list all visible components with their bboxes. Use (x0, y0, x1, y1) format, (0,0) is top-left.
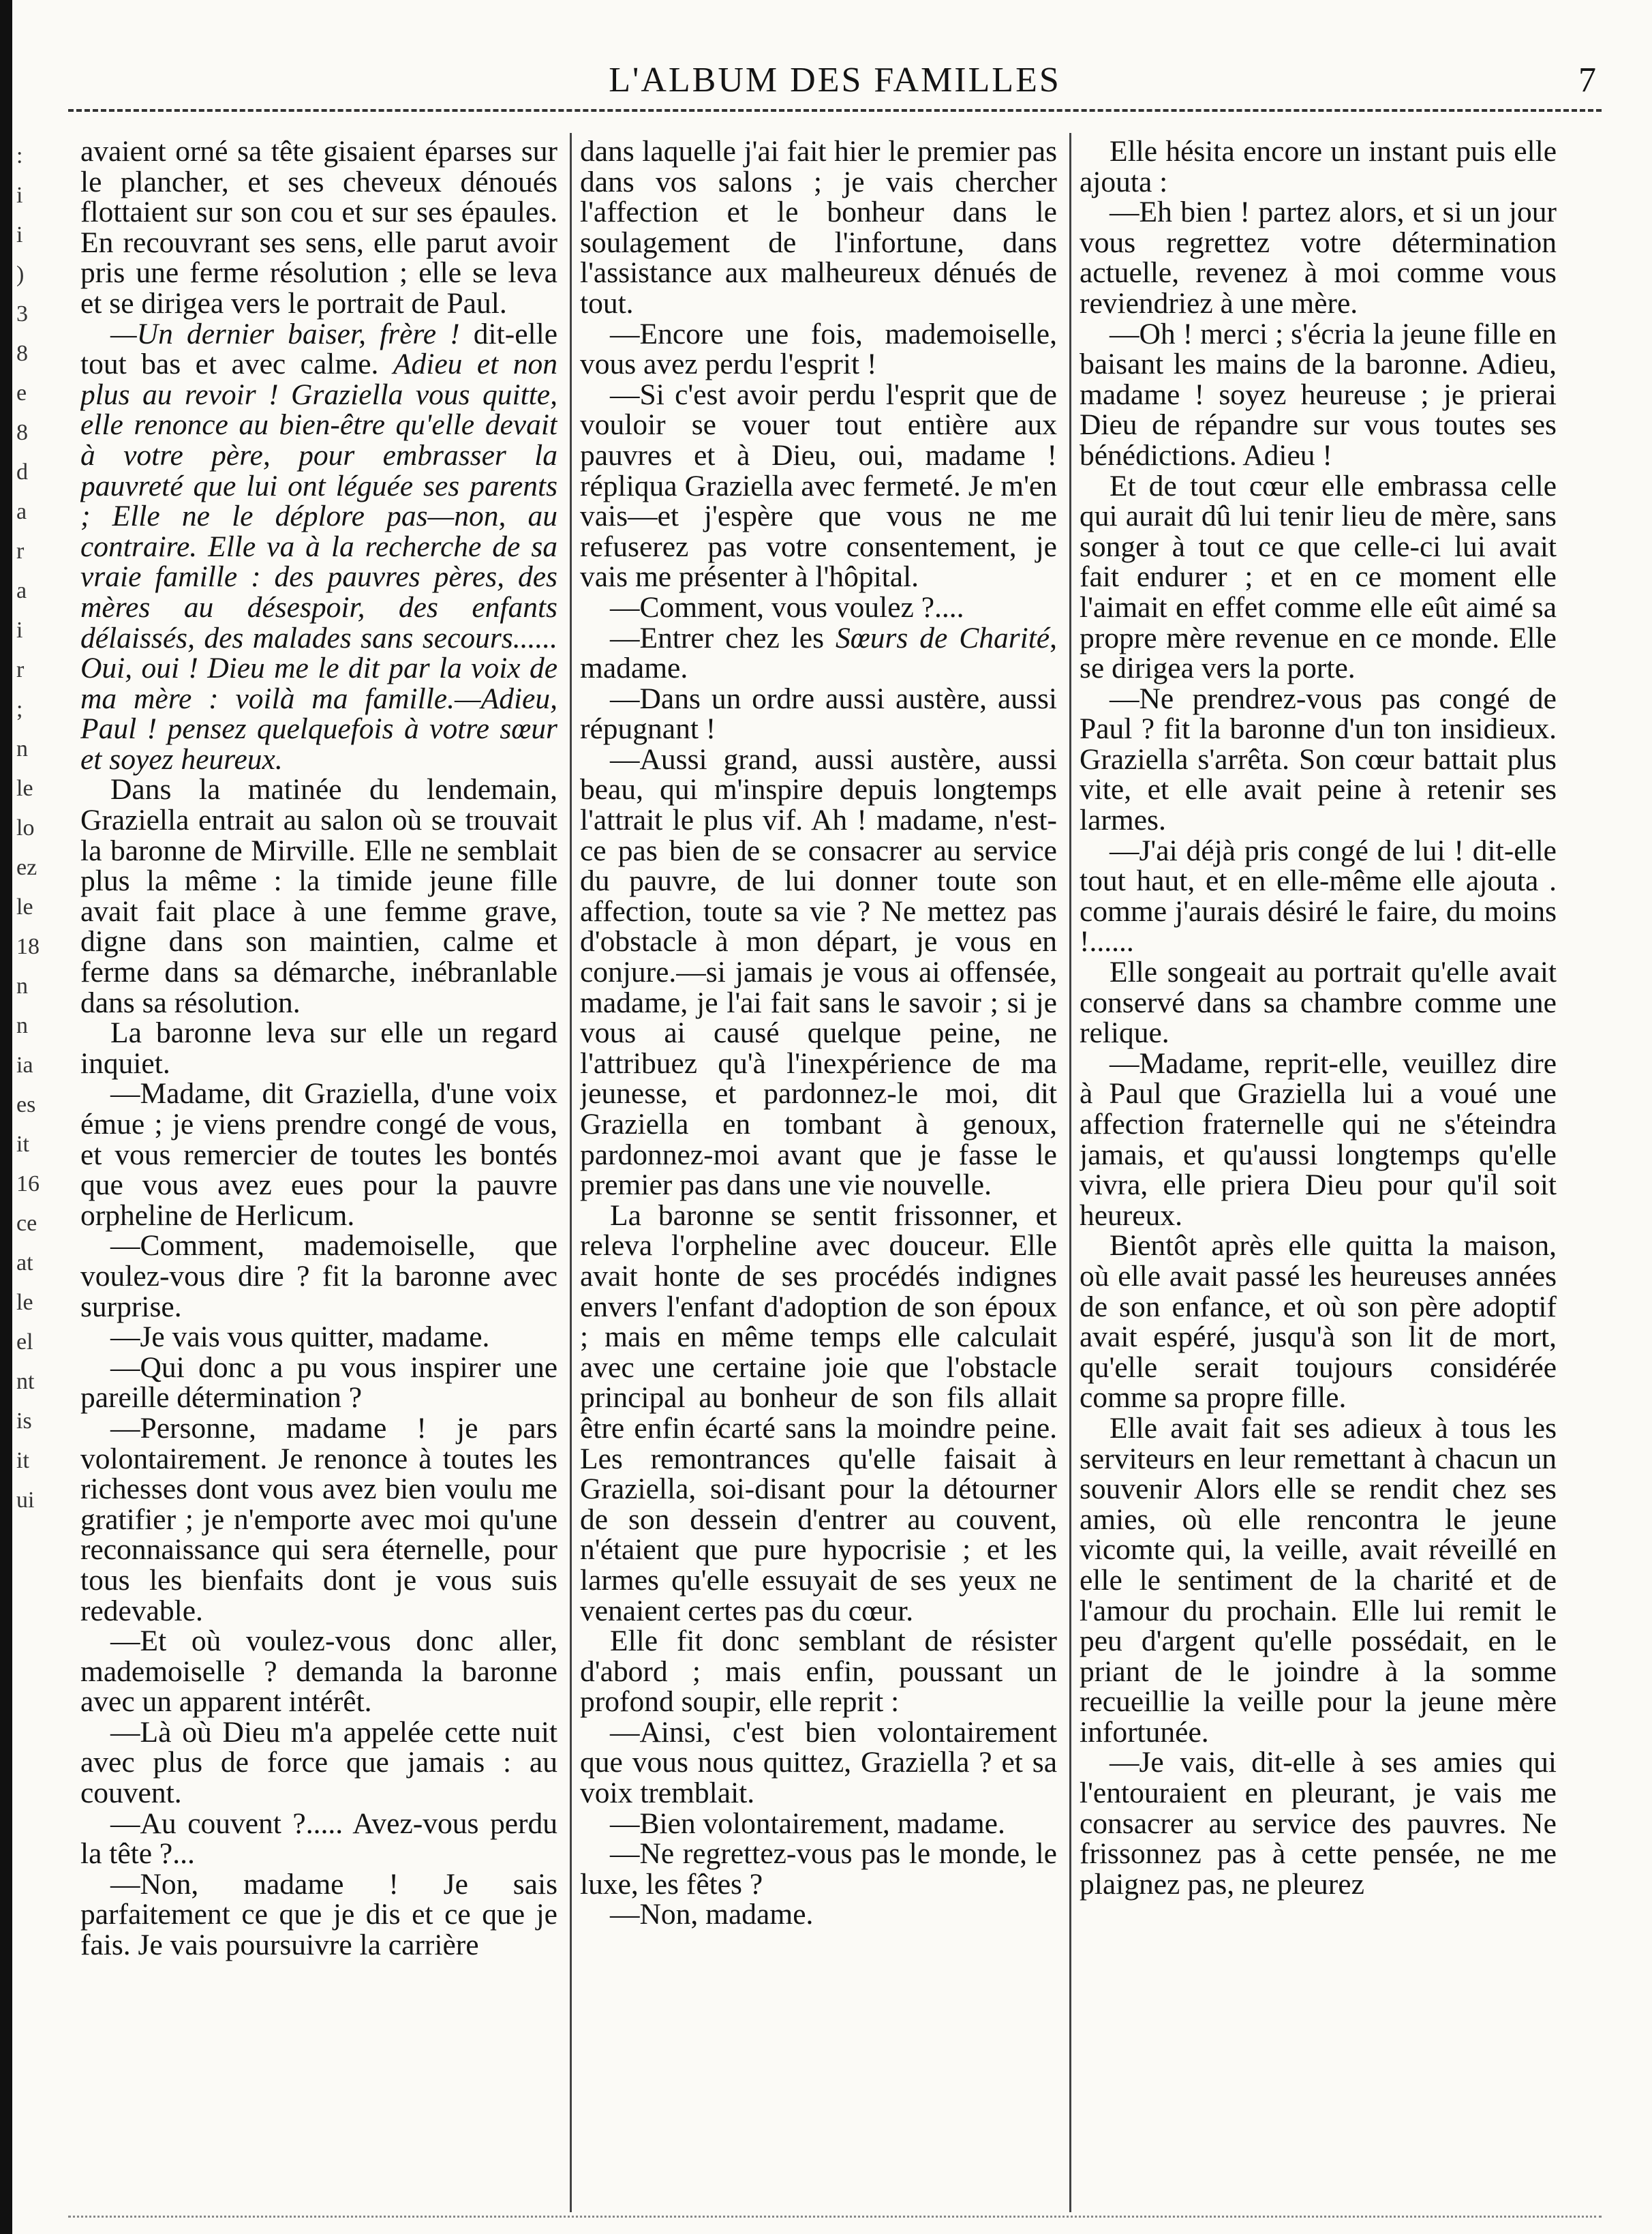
margin-fragment: i (16, 222, 23, 247)
text-column-3 (1080, 136, 1557, 2209)
paragraph: —Ne regrettez-vous pas le monde, le luxe, les fêtes ? (580, 1837, 1057, 1901)
margin-fragment: i (16, 618, 23, 643)
paragraph: —J'ai déjà pris congé de lui ! dit-elle tout haut, et en elle-même elle ajouta . comme j'aurais désiré le faire, du moins !...... (1080, 834, 1557, 958)
paragraph: Elle songeait au portrait qu'elle avait conservé dans sa chambre comme une relique. (1080, 956, 1557, 1050)
paragraph: —Non, madame. (610, 1898, 814, 1931)
paragraph: —Non, madame ! Je sais parfaitement ce que je dis et ce que je fais. Je vais poursuivre la carrière (80, 1867, 557, 1962)
margin-fragment: ez (16, 855, 37, 880)
paragraph (580, 623, 1057, 684)
paragraph: —Comment, vous voulez ?.... (610, 590, 964, 624)
margin-fragment: le (16, 1290, 33, 1315)
paragraph: —Ainsi, c'est bien volontairement que vous nous quittez, Graziella ? et sa voix tremblait. (580, 1715, 1057, 1810)
paragraph: —Là où Dieu m'a appelée cette nuit avec plus de force que jamais : au couvent. (80, 1715, 557, 1810)
paragraph: —Encore une fois, mademoiselle, vous avez perdu l'esprit ! (580, 317, 1057, 381)
column-divider (570, 133, 572, 2212)
header-rule (68, 109, 1602, 112)
paragraph: Elle avait fait ses adieux à tous les serviteurs en leur remettant à chacun un souvenir Alors elle se rendit chez ses amies, où elle rencontra le jeune vicomte qui, la veille, avait réveillé en elle le sentiment de la charité et de l'amour du prochain. Elle lui remit le peu d'argent qu'elle possédait, en le priant de le joindre à la somme recueillie la veille pour la jeune mère infortunée. (1080, 1411, 1557, 1749)
paragraph: —Oh ! merci ; s'écria la jeune fille en baisant les mains de la baronne. Adieu, madame ! soyez heureuse ; je prierai Dieu de répandre sur vous toutes ses bénédictions. Adieu ! (1080, 317, 1557, 472)
paragraph: avaient orné sa tête gisaient éparses sur le plancher, et ses cheveux dénoués flottaient sur son cou et sur ses épaules. En recouvrant ses sens, elle parut avoir pris une ferme résolution ; elle se leva et se dirigea vers le portrait de Paul. (80, 136, 557, 320)
margin-fragment: i (16, 183, 23, 208)
paragraph: —Madame, reprit-elle, veuillez dire à Paul que Graziella lui a voué une affection fraternelle qui ne s'éteindra jamais, et qu'aussi longtemps qu'elle vivra, elle priera Dieu pour qu'il soit heureux. (1080, 1046, 1557, 1232)
text-column-2 (580, 136, 1057, 2209)
margin-fragment: at (16, 1250, 33, 1276)
margin-fragment: el (16, 1329, 33, 1355)
margin-fragment: n (16, 736, 28, 761)
margin-fragment: 3 (16, 301, 28, 327)
margin-fragment: ce (16, 1211, 37, 1236)
page-bottom-edge (68, 2216, 1602, 2218)
margin-fragment: r (16, 539, 25, 564)
margin-fragment: 8 (16, 341, 28, 366)
margin-fragment: d (16, 459, 28, 485)
text-column-1 (80, 136, 557, 2209)
margin-fragment: : (16, 143, 23, 168)
margin-fragment: n (16, 973, 28, 999)
margin-fragment: e (16, 380, 27, 406)
paragraph: —Qui donc a pu vous inspirer une pareille détermination ? (80, 1350, 557, 1415)
paragraph: Elle fit donc semblant de résister d'abord ; mais enfin, poussant un profond soupir, elle reprit : (580, 1625, 1057, 1719)
margin-fragment: a (16, 578, 27, 603)
paragraph: —Aussi grand, aussi austère, aussi beau, qui m'inspire depuis longtemps l'attrait le plus vif. Ah ! madame, n'est-ce pas bien de se consacrer au service du pauvre, de lui donner toute son affection, toute sa vie ? Ne mettez pas d'obstacle à mon départ, je vous en conjure.—si jamais je vous ai offensée, madame, je l'ai fait sans le savoir ; si je vous ai causé quelque peine, ne l'attribuez qu'à l'inexpérience de ma jeunesse, et pardonnez-le moi, dit Graziella en tombant à genoux, pardonnez-moi avant que je fasse le premier pas dans une vie nouvelle. (580, 742, 1057, 1202)
italic-run: —Un dernier baiser, frère ! (110, 317, 460, 350)
margin-fragment: 18 (16, 934, 40, 959)
paragraph: —Eh bien ! partez alors, et si un jour vous regrettez votre détermination actuelle, revenez à moi comme vous reviendriez à une mère. (1080, 196, 1557, 320)
paragraph: —Dans un ordre aussi austère, aussi répugnant ! (580, 682, 1057, 746)
margin-fragment: is (16, 1408, 32, 1434)
binding-shadow (0, 0, 12, 2234)
margin-fragment: ; (16, 697, 23, 722)
text-run: dit-elle tout bas et avec calme. (80, 317, 557, 381)
margin-fragment: nt (16, 1369, 35, 1394)
column-divider (1069, 133, 1071, 2212)
paragraph: —Comment, mademoiselle, que voulez-vous dire ? fit la baronne avec surprise. (80, 1229, 557, 1323)
paragraph: Bientôt après elle quitta la maison, où elle avait passé les heureuses années de son enfance, et où son père adoptif avait espéré, jusqu'à son lit de mort, qu'elle serait toujours considérée comme sa propre fille. (1080, 1229, 1557, 1415)
margin-fragment: le (16, 776, 33, 801)
paragraph: La baronne leva sur elle un regard inquiet. (80, 1016, 557, 1080)
margin-fragment: le (16, 894, 33, 920)
paragraph: La baronne se sentit frissonner, et releva l'orpheline avec douceur. Elle avait honte de ses procédés indignes envers l'enfant d'adoption de son époux ; mais en même temps elle calculait avec une certaine joie que l'obstacle principal au bonheur de son fils allait être enfin écarté sans la moindre peine. Les remontrances qu'elle faisait à Graziella, soi-disant pour la détourner de son dessein d'entrer au couvent, n'étaient que pure hypocrisie ; et les larmes qu'elle essuyait de ses yeux ne venaient certes pas du cœur. (580, 1198, 1057, 1627)
margin-fragment: ui (16, 1488, 35, 1513)
text-run: , madame. (580, 621, 1057, 685)
paragraph: Dans la matinée du lendemain, Graziella entrait au salon où se trouvait la baronne de Mirville. Elle ne semblait plus la même : la timide jeune fille avait fait place à une femme grave, digne dans son maintien, calme et ferme dans sa démarche, inébranlable dans sa résolution. (80, 773, 557, 1019)
paragraph: dans laquelle j'ai fait hier le premier pas dans vos salons ; je vais chercher l'affection et le bonheur dans le soulagement de l'infortune, dans l'assistance aux malheureux dénués de tout. (580, 136, 1057, 320)
paragraph (80, 319, 557, 775)
margin-fragment: r (16, 657, 25, 682)
page-header (68, 60, 1602, 108)
paragraph: —Personne, madame ! je pars volontairement. Je renonce à toutes les richesses dont vous avez bien voulu me gratifier ; je n'emporte avec moi qu'une reconnaissance qui sera éternelle, pour tous les bienfaits dont je vous suis redevable. (80, 1411, 557, 1627)
italic-run: Adieu et non plus au revoir ! Graziella vous quitte, elle renonce au bien-être qu'elle devait à votre père, pour embrasser la pauvreté que lui ont léguée ses parents ; Elle ne le déplore pas—non, au contraire. Elle va à la recherche de sa vraie famille : des pauvres pères, des mères au désespoir, des enfants délaissés, des malades sans secours...... Oui, oui ! Dieu me le dit par la voix de ma mère : voilà ma famille.—Adieu, Paul ! pensez quelquefois à votre sœur et soyez heureux. (80, 348, 557, 776)
margin-fragments (16, 136, 57, 2182)
paragraph: —Ne prendrez-vous pas congé de Paul ? fit la baronne d'un ton insidieux. Graziella s'arrêta. Son cœur battait plus vite, et elle avait peine à retenir ses larmes. (1080, 682, 1557, 837)
page-number: 7 (1578, 61, 1596, 100)
italic-run: Sœurs de Charité (835, 621, 1050, 654)
paragraph: —Je vais vous quitter, madame. (110, 1320, 490, 1354)
paragraph: —Madame, dit Graziella, d'une voix émue ; je viens prendre congé de vous, et vous remercier de toutes les bontés que vous avez eues pour la pauvre orpheline de Herlicum. (80, 1077, 557, 1232)
margin-fragment: it (16, 1448, 29, 1473)
text-run: —Entrer chez les (610, 621, 836, 654)
paragraph: —Je vais, dit-elle à ses amies qui l'entouraient en pleurant, je vais me consacrer au service des pauvres. Ne frissonnez pas à cette pensée, ne me plaignez pas, ne pleurez (1080, 1746, 1557, 1901)
paragraph: —Si c'est avoir perdu l'esprit que de vouloir se vouer tout entière aux pauvres et à Dieu, oui, madame ! répliqua Graziella avec fermeté. Je m'en vais—et j'espère que vous ne me refuserez pas votre consentement, je vais me présenter à l'hôpital. (580, 378, 1057, 594)
journal-title: L'ALBUM DES FAMILLES (609, 61, 1061, 100)
margin-fragment: ia (16, 1053, 33, 1078)
paragraph: —Au couvent ?..... Avez-vous perdu la tête ?... (80, 1807, 557, 1871)
margin-fragment: n (16, 1013, 28, 1038)
paragraph: Elle hésita encore un instant puis elle ajouta : (1080, 136, 1557, 198)
margin-fragment: 16 (16, 1171, 40, 1196)
margin-fragment: ) (16, 262, 25, 287)
paragraph: —Et où voulez-vous donc aller, mademoiselle ? demanda la baronne avec un apparent intérêt. (80, 1625, 557, 1719)
paragraph: —Bien volontairement, madame. (610, 1807, 1005, 1840)
margin-fragment: it (16, 1132, 29, 1157)
margin-fragment: lo (16, 815, 35, 841)
margin-fragment: es (16, 1092, 36, 1117)
margin-fragment: a (16, 499, 27, 524)
paragraph: Et de tout cœur elle embrassa celle qui aurait dû lui tenir lieu de mère, sans songer à tout ce que celle-ci lui avait fait endurer ; et en ce moment elle l'aimait en effet comme elle eût aimé sa propre mère revenue en ce monde. Elle se dirigea vers la porte. (1080, 469, 1557, 685)
margin-fragment: 8 (16, 420, 28, 445)
